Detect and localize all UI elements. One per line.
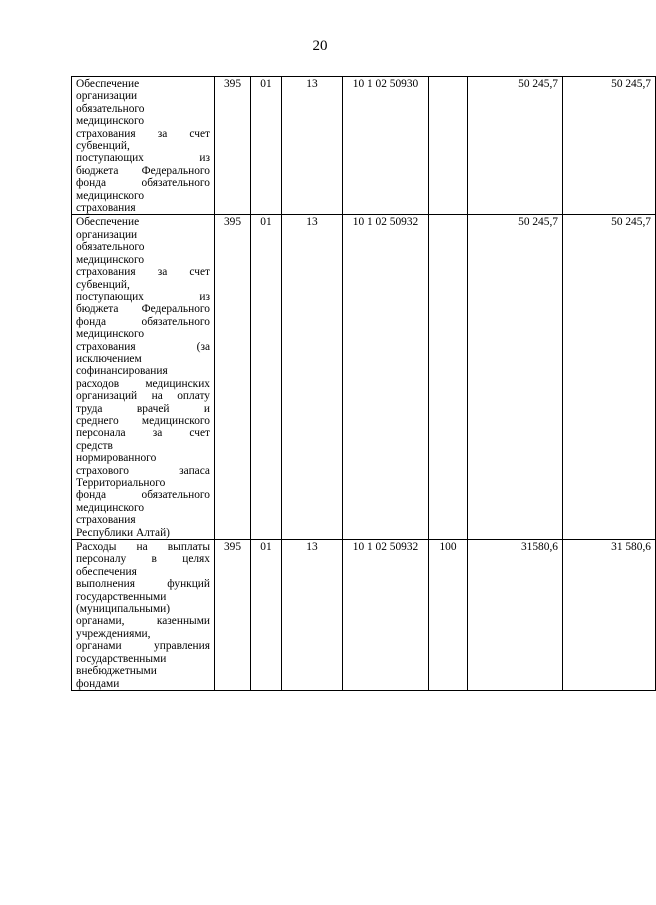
expense-name-line: органами управления: [76, 640, 210, 653]
amount-2-cell: 50 245,7: [563, 215, 656, 540]
expense-name-line: фонда обязательного: [76, 315, 210, 328]
expense-type-cell: 100: [429, 540, 468, 691]
expense-name-line: фонда обязательного: [76, 177, 210, 190]
subsection-code-cell: 13: [282, 540, 343, 691]
expense-name-line: поступающих из: [76, 290, 210, 303]
expense-name-line: Расходы на выплаты: [76, 541, 210, 554]
expense-name-line: медицинского: [76, 253, 145, 266]
expense-name-line: Республики Алтай): [76, 526, 170, 539]
expense-name-line: персоналу в целях: [76, 553, 210, 566]
expense-name-line: обязательного: [76, 241, 145, 254]
expense-name-line: бюджета Федерального: [76, 164, 210, 177]
expense-name-line: среднего медицинского: [76, 414, 210, 427]
expense-name-line: государственными: [76, 590, 167, 603]
expense-name-line: страхования: [76, 202, 136, 215]
expense-name-line: Обеспечение: [76, 216, 140, 229]
expense-name-line: Территориального: [76, 477, 166, 489]
section-code-cell: 01: [251, 540, 282, 691]
amount-1-cell: 31580,6: [468, 540, 563, 691]
expense-type-cell: [429, 215, 468, 540]
expense-name-line: организации: [76, 90, 138, 103]
expense-name-cell: [72, 540, 215, 691]
table-body: [72, 77, 656, 691]
expense-name-line: внебюджетными: [76, 665, 157, 678]
ministry-code-cell: 395: [215, 215, 251, 540]
expense-name-line: страхования (за: [76, 340, 210, 353]
expense-name-line: софинансирования: [76, 365, 168, 378]
expense-name-line: средств: [76, 439, 113, 452]
table-row: [72, 540, 656, 691]
expense-name-line: страхования: [76, 514, 136, 527]
amount-1-cell: 50 245,7: [468, 77, 563, 215]
expense-name-line: (муниципальными): [76, 603, 171, 616]
expense-name-line: учреждениями,: [76, 627, 151, 640]
expense-name-line: страхования за счет: [76, 266, 210, 279]
table-row: [72, 77, 656, 215]
section-code-cell: 01: [251, 215, 282, 540]
subsection-code-cell: 13: [282, 215, 343, 540]
expense-name-line: организаций на оплату: [76, 390, 210, 403]
table-row: [72, 215, 656, 540]
expense-name-line: медицинского: [76, 328, 145, 341]
expense-name-cell: [72, 215, 215, 540]
amount-1-cell: 50 245,7: [468, 215, 563, 540]
expense-name-line: персонала за счет: [76, 427, 210, 440]
expense-name-line: субвенций,: [76, 140, 130, 153]
expense-name-cell: [72, 77, 215, 215]
expense-name-line: фонда обязательного: [76, 489, 210, 502]
expense-name-line: расходов медицинских: [76, 377, 210, 390]
ministry-code-cell: 395: [215, 77, 251, 215]
subsection-code-cell: 13: [282, 77, 343, 215]
expense-name-line: медицинского: [76, 115, 145, 128]
amount-2-cell: 50 245,7: [563, 77, 656, 215]
ministry-code-cell: 395: [215, 540, 251, 691]
expense-name-line: медицинского: [76, 501, 145, 514]
target-article-cell: 10 1 02 50932: [343, 540, 429, 691]
expense-name-line: страхового запаса: [76, 464, 210, 477]
expense-name-line: исключением: [76, 352, 142, 365]
section-code-cell: 01: [251, 77, 282, 215]
expense-type-cell: [429, 77, 468, 215]
expense-name-line: органами, казенными: [76, 615, 210, 628]
expense-name-line: поступающих из: [76, 152, 210, 165]
expense-name-line: Обеспечение: [76, 78, 140, 90]
expense-name-line: страхования за счет: [76, 127, 210, 140]
expense-name-line: нормированного: [76, 452, 157, 465]
budget-table: [71, 76, 656, 691]
expense-name-line: обеспечения: [76, 565, 137, 578]
expense-name-line: фондами: [76, 677, 120, 690]
page-number: 20: [312, 38, 328, 54]
amount-2-cell: 31 580,6: [563, 540, 656, 691]
expense-name-line: государственными: [76, 652, 167, 665]
expense-name-line: медицинского: [76, 189, 145, 202]
expense-name-line: субвенций,: [76, 278, 130, 291]
expense-name-line: труда врачей и: [76, 402, 210, 415]
target-article-cell: 10 1 02 50932: [343, 215, 429, 540]
target-article-cell: 10 1 02 50930: [343, 77, 429, 215]
expense-name-line: бюджета Федерального: [76, 303, 210, 316]
expense-name-line: выполнения функций: [76, 578, 210, 591]
expense-name-line: обязательного: [76, 102, 145, 115]
expense-name-line: организации: [76, 228, 138, 241]
